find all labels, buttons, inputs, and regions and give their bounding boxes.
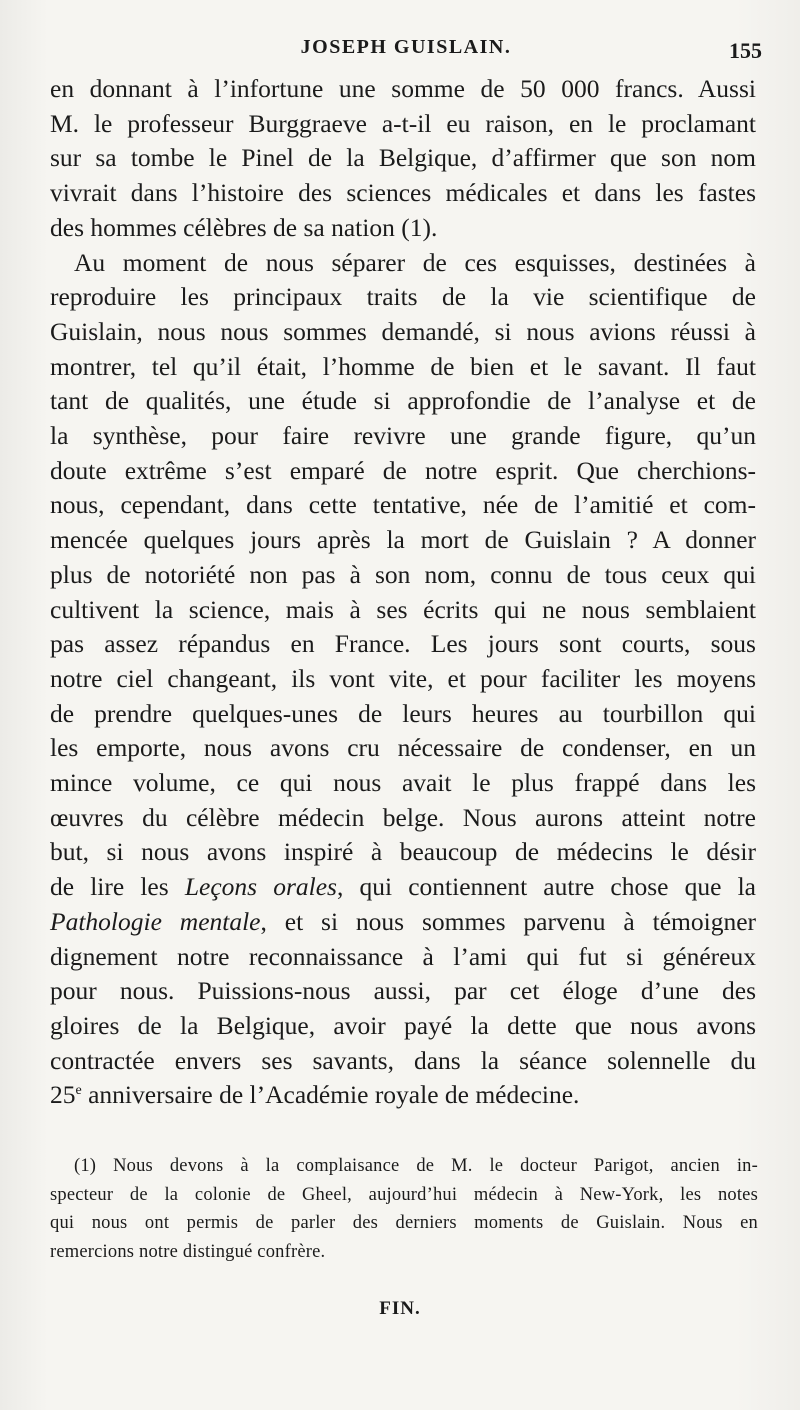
text-line: œuvres du célèbre médecin belge. Nous aurons atteint notre bbox=[50, 802, 756, 832]
ordinal-suffix: e bbox=[75, 1083, 82, 1099]
book-title-italic: Pathologie mentale bbox=[50, 906, 261, 936]
text-line: pas assez répandus en France. Les jours sont courts, sous bbox=[50, 629, 756, 659]
footnote bbox=[50, 1152, 758, 1266]
text-fragment: , qui contiennent autre chose que la bbox=[336, 872, 756, 902]
text-fragment: anniversaire de l’Académie royale de médecine. bbox=[81, 1080, 580, 1110]
text-line: de prendre quelques-unes de leurs heures au tourbillon qui bbox=[50, 698, 756, 728]
ordinal-number: 25 bbox=[50, 1080, 76, 1110]
page-number: 155 bbox=[729, 38, 762, 63]
text-line: nous, cependant, dans cette tentative, née de l’amitié et com- bbox=[50, 490, 756, 520]
text-line: la synthèse, pour faire revivre une grande figure, qu’un bbox=[50, 421, 756, 451]
text-line: M. le professeur Burggraeve a-t-il eu raison, en le proclamant bbox=[50, 108, 756, 138]
text-line: des hommes célèbres de sa nation (1). bbox=[50, 212, 438, 242]
text-line: vivrait dans l’histoire des sciences médicales et dans les fastes bbox=[50, 178, 756, 208]
text-line: notre ciel changeant, ils vont vite, et pour faciliter les moyens bbox=[50, 663, 756, 693]
text-fragment: , et si nous sommes parvenu à témoigner bbox=[260, 906, 756, 936]
text-line: montrer, tel qu’il était, l’homme de bien et le savant. Il faut bbox=[50, 351, 756, 381]
text-line: tant de qualités, une étude si approfondie de l’analyse et de bbox=[50, 386, 756, 416]
text-line: sur sa tombe le Pinel de la Belgique, d’affirmer que son nom bbox=[50, 143, 756, 173]
page-header bbox=[50, 34, 762, 64]
text-line: mince volume, ce qui nous avait le plus frappé dans les bbox=[50, 768, 756, 798]
text-line: Guislain, nous nous sommes demandé, si nous avions réussi à bbox=[50, 316, 756, 346]
footnote-line: specteur de la colonie de Gheel, aujourd’hui médecin à New-York, les notes bbox=[50, 1184, 758, 1205]
text-line: Au moment de nous séparer de ces esquisses, destinées à bbox=[74, 247, 756, 277]
text-line-italic bbox=[50, 870, 756, 905]
text-line: plus de notoriété non pas à son nom, connu de tous ceux qui bbox=[50, 559, 756, 589]
paragraph-1 bbox=[50, 72, 756, 246]
paragraph-2 bbox=[50, 246, 756, 1114]
text-fragment: de lire les bbox=[50, 872, 185, 902]
running-head: JOSEPH GUISLAIN. bbox=[300, 36, 512, 58]
body-text bbox=[50, 72, 756, 1113]
text-line-italic bbox=[50, 905, 756, 940]
footnote-line: remercions notre distingué confrère. bbox=[50, 1241, 326, 1262]
footnote-line: qui nous ont permis de parler des derniers moments de Guislain. Nous en bbox=[50, 1213, 758, 1233]
text-line: gloires de la Belgique, avoir payé la dette que nous avons bbox=[50, 1010, 756, 1040]
text-line: mencée quelques jours après la mort de Guislain ? A donner bbox=[50, 525, 756, 555]
text-line bbox=[50, 1078, 756, 1113]
text-line: contractée envers ses savants, dans la séance solennelle du bbox=[50, 1045, 756, 1075]
text-line: dignement notre reconnaissance à l’ami qui fut si généreux bbox=[50, 941, 756, 971]
text-line: les emporte, nous avons cru nécessaire de condenser, en un bbox=[50, 733, 756, 763]
end-mark: FIN. bbox=[379, 1298, 421, 1319]
text-line: pour nous. Puissions-nous aussi, par cet éloge d’une des bbox=[50, 976, 756, 1006]
text-line: en donnant à l’infortune une somme de 50 000 francs. Aussi bbox=[50, 74, 756, 103]
text-line: cultivent la science, mais à ses écrits qui ne nous semblaient bbox=[50, 594, 756, 624]
book-title-italic: Leçons orales bbox=[184, 872, 337, 902]
text-line: reproduire les principaux traits de la vie scientifique de bbox=[50, 282, 756, 312]
text-line: doute extrême s’est emparé de notre esprit. Que cherchions- bbox=[50, 455, 756, 485]
text-line: but, si nous avons inspiré à beaucoup de médecins le désir bbox=[50, 837, 756, 867]
footnote-line: (1) Nous devons à la complaisance de M. le docteur Parigot, ancien in- bbox=[74, 1156, 758, 1176]
